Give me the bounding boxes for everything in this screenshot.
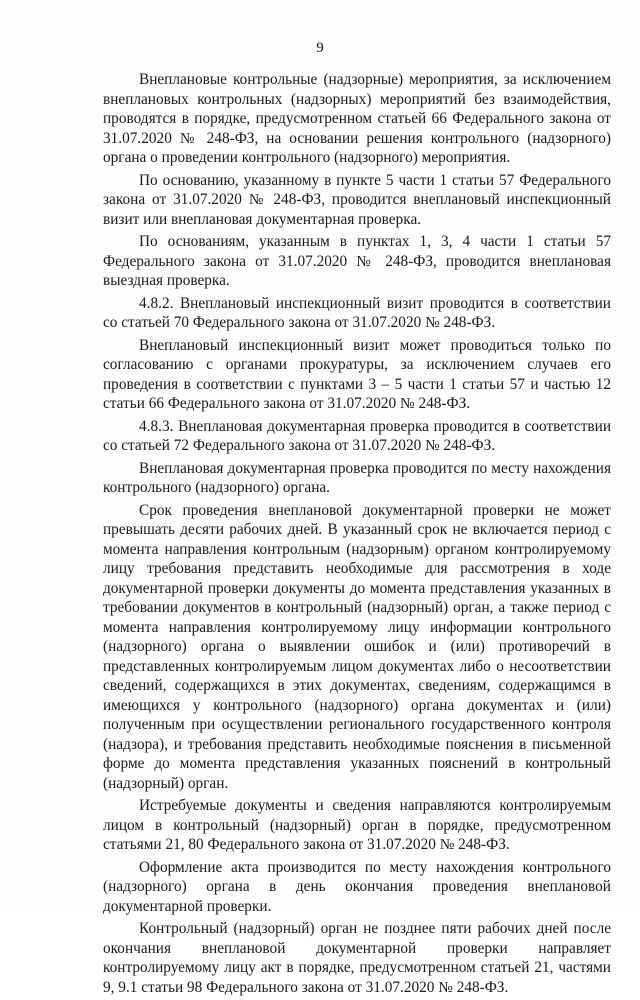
paragraph-4-8-3: 4.8.3. Внеплановая документарная проверка проводится в соответствии со статьей 72 Федерального закона от 31.07.2020 № 248-ФЗ. xyxy=(103,417,611,454)
paragraph-unscheduled-events: Внеплановые контрольные (надзорные) мероприятия, за исключением внеплановых контрольных (надзорных) мероприятий без взаимодействия, проводятся в порядке, предусмотренном статьей 66 Федерального закона от 31.07.2020 № 248-ФЗ, на основании решения контрольного (надзорного) органа о проведении контрольного (надзорного) мероприятия. xyxy=(103,71,611,166)
paragraph-inspection-visit-approval: Внеплановый инспекционный визит может проводиться только по согласованию с органами прокуратуры, за исключением случаев его проведения в соответствии с пунктами 3 – 5 части 1 статьи 57 и частью 12 статьи 66 Федерального закона от 31.07.2020 № 248-ФЗ. xyxy=(103,336,611,412)
paragraph-4-8-2: 4.8.2. Внеплановый инспекционный визит проводится в соответствии со статьей 70 Федерального закона от 31.07.2020 № 248-ФЗ. xyxy=(103,294,611,331)
paragraph-basis-points-1-3-4: По основаниям, указанным в пунктах 1, 3, 4 части 1 статьи 57 Федерального закона от 31.07.2020 № 248-ФЗ, проводится внеплановая выездная проверка. xyxy=(103,233,611,289)
paragraph-basis-point-5: По основанию, указанному в пункте 5 части 1 статьи 57 Федерального закона от 31.07.2020 № 248-ФЗ, проводится внеплановый инспекционный визит или внеплановая документарная проверка. xyxy=(103,171,611,228)
document-body xyxy=(103,70,611,1000)
page-number: 9 xyxy=(316,40,324,56)
paragraph-requested-documents: Истребуемые документы и сведения направляются контролируемым лицом в контрольный (надзорный) орган в порядке, предусмотренном статьями 21, 80 Федерального закона от 31.07.2020 № 248-ФЗ. xyxy=(103,797,611,853)
paragraph-act-delivery: Контрольный (надзорный) орган не позднее пяти рабочих дней после окончания внеплановой документарной проверки направляет контролируемому лицу акт в порядке, предусмотренном статьей 21, частями 9, 9.1 статьи 98 Федерального закона от 31.07.2020 № 248-ФЗ. xyxy=(103,920,611,996)
paragraph-act-formalization: Оформление акта производится по месту нахождения контрольного (надзорного) органа в день окончания проведения внеплановой документарной проверки. xyxy=(103,858,611,915)
paragraph-documentary-check-location: Внеплановая документарная проверка проводится по месту нахождения контрольного (надзорного) органа. xyxy=(103,459,611,496)
paragraph-documentary-check-term: Срок проведения внеплановой документарной проверки не может превышать десяти рабочих дней. В указанный срок не включается период с момента направления контрольным (надзорным) органом контролируемому лицу требования представить необходимые для рассмотрения в ходе документарной проверки документы до момента представления указанных в требовании документов в контрольный (надзорный) орган, а также период с момента направления контролируемому лицу информации контрольного (надзорного) органа о выявлении ошибок и (или) противоречий в представленных контролируемым лицом документах либо о несоответствии сведений, содержащихся в этих документах, сведениям, содержащимся в имеющихся у контрольного (надзорного) органа документах и (или) полученным при осуществлении регионального государственного контроля (надзора), и требования представить необходимые пояснения в письменной форме до момента представления указанных пояснений в контрольный (надзорный) орган. xyxy=(103,501,611,792)
